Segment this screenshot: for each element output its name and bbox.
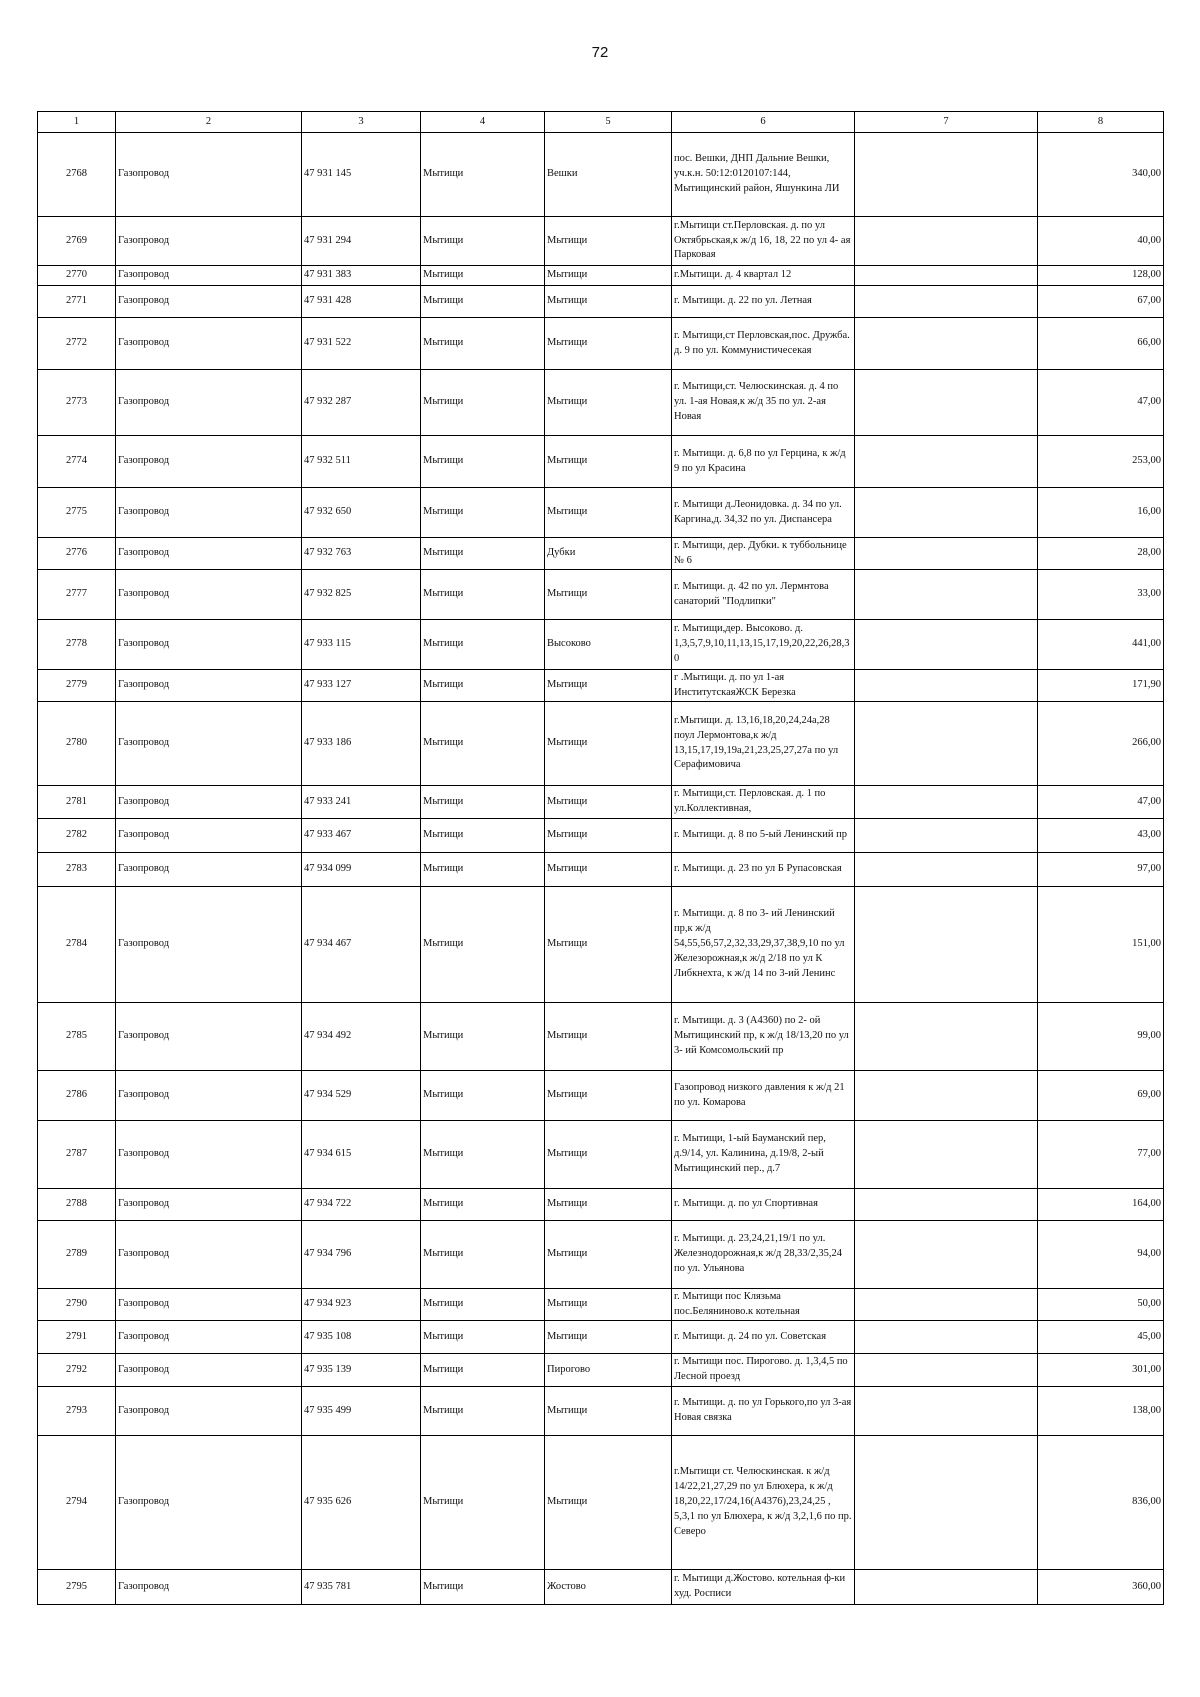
row-number: 2794	[38, 1436, 116, 1570]
object-code: 47 932 825	[302, 570, 421, 620]
row-number: 2774	[38, 436, 116, 488]
object-name: Газопровод	[116, 1436, 302, 1570]
object-name: Газопровод	[116, 286, 302, 318]
row-number: 2780	[38, 702, 116, 786]
locality: Мытищи	[545, 436, 672, 488]
address: г. Мытищи. д. 22 по ул. Летная	[672, 286, 855, 318]
column-header: 2	[116, 112, 302, 133]
row-number: 2787	[38, 1121, 116, 1189]
locality: Мытищи	[545, 1071, 672, 1121]
column-7-cell	[855, 1321, 1038, 1354]
length-value: 33,00	[1038, 570, 1164, 620]
length-value: 43,00	[1038, 819, 1164, 853]
object-name: Газопровод	[116, 887, 302, 1003]
length-value: 301,00	[1038, 1354, 1164, 1387]
row-number: 2795	[38, 1570, 116, 1605]
column-7-cell	[855, 1121, 1038, 1189]
column-7-cell	[855, 1354, 1038, 1387]
locality: Жостово	[545, 1570, 672, 1605]
locality: Мытищи	[545, 702, 672, 786]
object-code: 47 932 650	[302, 488, 421, 538]
address: г. Мытищи д.Леонидовка. д. 34 по ул. Каргина,д. 34,32 по ул. Диспансера	[672, 488, 855, 538]
locality: Мытищи	[545, 887, 672, 1003]
table-row	[38, 786, 1164, 819]
column-header: 8	[1038, 112, 1164, 133]
row-number: 2778	[38, 620, 116, 670]
column-7-cell	[855, 538, 1038, 570]
address: г. Мытищи,ст. Челюскинская. д. 4 по ул. 1-ая Новая,к ж/д 35 по ул. 2-ая Новая	[672, 370, 855, 436]
table-row	[38, 1221, 1164, 1289]
row-number: 2775	[38, 488, 116, 538]
city: Мытищи	[421, 1221, 545, 1289]
table-row	[38, 1189, 1164, 1221]
locality: Мытищи	[545, 1221, 672, 1289]
row-number: 2784	[38, 887, 116, 1003]
length-value: 171,90	[1038, 670, 1164, 702]
table-row	[38, 670, 1164, 702]
object-name: Газопровод	[116, 436, 302, 488]
address: г. Мытищи. д. 23,24,21,19/1 по ул. Железнодорожная,к ж/д 28,33/2,35,24 по ул. Ульянова	[672, 1221, 855, 1289]
length-value: 47,00	[1038, 786, 1164, 819]
object-code: 47 934 722	[302, 1189, 421, 1221]
object-code: 47 933 467	[302, 819, 421, 853]
locality: Мытищи	[545, 1387, 672, 1436]
object-code: 47 931 428	[302, 286, 421, 318]
row-number: 2793	[38, 1387, 116, 1436]
table-row	[38, 436, 1164, 488]
length-value: 40,00	[1038, 217, 1164, 266]
address: г.Мытищи ст.Перловская. д. по ул Октябрьская,к ж/д 16, 18, 22 по ул 4- ая Парковая	[672, 217, 855, 266]
table-row	[38, 370, 1164, 436]
row-number: 2779	[38, 670, 116, 702]
length-value: 151,00	[1038, 887, 1164, 1003]
object-code: 47 932 287	[302, 370, 421, 436]
object-name: Газопровод	[116, 133, 302, 217]
address: г. Мытищи. д. 42 по ул. Лермнтова санаторий "Подлипки"	[672, 570, 855, 620]
row-number: 2771	[38, 286, 116, 318]
object-code: 47 933 115	[302, 620, 421, 670]
length-value: 47,00	[1038, 370, 1164, 436]
address: г.Мытищи. д. 13,16,18,20,24,24а,28 поул Лермонтова,к ж/д 13,15,17,19,19а,21,23,25,27,27а по ул Серафимовича	[672, 702, 855, 786]
row-number: 2785	[38, 1003, 116, 1071]
object-code: 47 935 108	[302, 1321, 421, 1354]
address: г. Мытищи. д. 8 по 3- ий Ленинский пр,к ж/д 54,55,56,57,2,32,33,29,37,38,9,10 по ул Железорожная,к ж/д 2/18 по ул К Либкнехта, к ж/д 14 по 3-ий Ленинс	[672, 887, 855, 1003]
length-value: 836,00	[1038, 1436, 1164, 1570]
page-number: 72	[591, 44, 609, 61]
table-row	[38, 1121, 1164, 1189]
column-7-cell	[855, 702, 1038, 786]
address: г. Мытищи,ст. Перловская. д. 1 по ул.Коллективная,	[672, 786, 855, 819]
row-number: 2773	[38, 370, 116, 436]
address: г.Мытищи. д. 4 квартал 12	[672, 266, 855, 286]
locality: Высоково	[545, 620, 672, 670]
locality: Мытищи	[545, 786, 672, 819]
address: г.Мытищи ст. Челюскинская. к ж/д 14/22,21,27,29 по ул Блюхера, к ж/д 18,20,22,17/24,16(А4376),23,24,25 , 5,3,1 по ул Блюхера, к ж/д 3,2,1,6 по пр. Северо	[672, 1436, 855, 1570]
address: г. Мытищи. д. 6,8 по ул Герцина, к ж/д 9 по ул Красина	[672, 436, 855, 488]
object-name: Газопровод	[116, 1121, 302, 1189]
city: Мытищи	[421, 570, 545, 620]
column-7-cell	[855, 1071, 1038, 1121]
city: Мытищи	[421, 702, 545, 786]
city: Мытищи	[421, 670, 545, 702]
object-code: 47 931 294	[302, 217, 421, 266]
column-7-cell	[855, 786, 1038, 819]
table-row	[38, 318, 1164, 370]
object-name: Газопровод	[116, 217, 302, 266]
column-7-cell	[855, 570, 1038, 620]
row-number: 2769	[38, 217, 116, 266]
table-row	[38, 286, 1164, 318]
column-7-cell	[855, 488, 1038, 538]
length-value: 45,00	[1038, 1321, 1164, 1354]
column-7-cell	[855, 133, 1038, 217]
city: Мытищи	[421, 1003, 545, 1071]
address: г. Мытищи, 1-ый Бауманский пер, д.9/14, ул. Калинина, д.19/8, 2-ый Мытищинский пер., д.7	[672, 1121, 855, 1189]
row-number: 2783	[38, 853, 116, 887]
address: г. Мытищи. д. 24 по ул. Советская	[672, 1321, 855, 1354]
object-name: Газопровод	[116, 1003, 302, 1071]
column-7-cell	[855, 819, 1038, 853]
object-name: Газопровод	[116, 1221, 302, 1289]
row-number: 2772	[38, 318, 116, 370]
column-header: 1	[38, 112, 116, 133]
address: г. Мытищи,ст Перловская,пос. Дружба. д. 9 по ул. Коммунистичесекая	[672, 318, 855, 370]
object-name: Газопровод	[116, 1321, 302, 1354]
row-number: 2776	[38, 538, 116, 570]
address: г. Мытищи. д. по ул Спортивная	[672, 1189, 855, 1221]
table-row	[38, 1071, 1164, 1121]
locality: Мытищи	[545, 1003, 672, 1071]
address: г. Мытищи. д. 8 по 5-ый Ленинский пр	[672, 819, 855, 853]
city: Мытищи	[421, 1071, 545, 1121]
table-row	[38, 266, 1164, 286]
address: Газопровод низкого давления к ж/д 21 по ул. Комарова	[672, 1071, 855, 1121]
city: Мытищи	[421, 620, 545, 670]
address: г. Мытищи. д. 3 (А4360) по 2- ой Мытищинский пр, к ж/д 18/13,20 по ул 3- ий Комсомольский пр	[672, 1003, 855, 1071]
length-value: 50,00	[1038, 1289, 1164, 1321]
length-value: 128,00	[1038, 266, 1164, 286]
object-name: Газопровод	[116, 1570, 302, 1605]
table-row	[38, 853, 1164, 887]
object-code: 47 934 796	[302, 1221, 421, 1289]
object-code: 47 934 529	[302, 1071, 421, 1121]
column-7-cell	[855, 887, 1038, 1003]
object-code: 47 934 467	[302, 887, 421, 1003]
column-header: 6	[672, 112, 855, 133]
city: Мытищи	[421, 217, 545, 266]
object-name: Газопровод	[116, 620, 302, 670]
table-row	[38, 702, 1164, 786]
object-code: 47 933 241	[302, 786, 421, 819]
column-7-cell	[855, 1289, 1038, 1321]
locality: Мытищи	[545, 853, 672, 887]
object-name: Газопровод	[116, 538, 302, 570]
locality: Мытищи	[545, 1436, 672, 1570]
row-number: 2782	[38, 819, 116, 853]
locality: Мытищи	[545, 266, 672, 286]
length-value: 28,00	[1038, 538, 1164, 570]
city: Мытищи	[421, 1387, 545, 1436]
locality: Мытищи	[545, 1321, 672, 1354]
object-name: Газопровод	[116, 786, 302, 819]
address: г. Мытищи,дер. Высоково. д. 1,3,5,7,9,10,11,13,15,17,19,20,22,26,28,30	[672, 620, 855, 670]
city: Мытищи	[421, 819, 545, 853]
object-code: 47 934 099	[302, 853, 421, 887]
row-number: 2768	[38, 133, 116, 217]
object-name: Газопровод	[116, 702, 302, 786]
row-number: 2789	[38, 1221, 116, 1289]
locality: Мытищи	[545, 570, 672, 620]
table-row	[38, 488, 1164, 538]
row-number: 2792	[38, 1354, 116, 1387]
object-name: Газопровод	[116, 1189, 302, 1221]
locality: Мытищи	[545, 370, 672, 436]
table-row	[38, 1289, 1164, 1321]
row-number: 2770	[38, 266, 116, 286]
row-number: 2781	[38, 786, 116, 819]
object-name: Газопровод	[116, 488, 302, 538]
column-7-cell	[855, 436, 1038, 488]
address: г. Мытищи пос Клязьма пос.Беляниново.к котельная	[672, 1289, 855, 1321]
column-7-cell	[855, 1003, 1038, 1071]
object-name: Газопровод	[116, 1071, 302, 1121]
row-number: 2786	[38, 1071, 116, 1121]
length-value: 441,00	[1038, 620, 1164, 670]
city: Мытищи	[421, 1189, 545, 1221]
column-7-cell	[855, 286, 1038, 318]
column-7-cell	[855, 1189, 1038, 1221]
column-7-cell	[855, 1570, 1038, 1605]
object-name: Газопровод	[116, 1289, 302, 1321]
object-code: 47 932 511	[302, 436, 421, 488]
object-name: Газопровод	[116, 370, 302, 436]
table-row	[38, 887, 1164, 1003]
table-row	[38, 620, 1164, 670]
table-row	[38, 538, 1164, 570]
column-7-cell	[855, 370, 1038, 436]
city: Мытищи	[421, 853, 545, 887]
address: г. Мытищи, дер. Дубки. к туббольнице № 6	[672, 538, 855, 570]
column-7-cell	[855, 318, 1038, 370]
table-row	[38, 133, 1164, 217]
object-name: Газопровод	[116, 318, 302, 370]
object-name: Газопровод	[116, 266, 302, 286]
address: г. Мытищи. д. по ул Горького,по ул 3-ая Новая связка	[672, 1387, 855, 1436]
column-header: 7	[855, 112, 1038, 133]
column-7-cell	[855, 217, 1038, 266]
table-row	[38, 819, 1164, 853]
object-code: 47 935 781	[302, 1570, 421, 1605]
address: г. Мытищи д.Жостово. котельная ф-ки худ. Росписи	[672, 1570, 855, 1605]
object-code: 47 934 492	[302, 1003, 421, 1071]
city: Мытищи	[421, 266, 545, 286]
object-code: 47 933 127	[302, 670, 421, 702]
length-value: 266,00	[1038, 702, 1164, 786]
locality: Пирогово	[545, 1354, 672, 1387]
row-number: 2790	[38, 1289, 116, 1321]
length-value: 77,00	[1038, 1121, 1164, 1189]
table-row	[38, 217, 1164, 266]
city: Мытищи	[421, 786, 545, 819]
city: Мытищи	[421, 538, 545, 570]
locality: Мытищи	[545, 217, 672, 266]
object-name: Газопровод	[116, 670, 302, 702]
table-row	[38, 1570, 1164, 1605]
row-number: 2777	[38, 570, 116, 620]
table-body	[38, 133, 1164, 1605]
object-code: 47 934 615	[302, 1121, 421, 1189]
length-value: 138,00	[1038, 1387, 1164, 1436]
city: Мытищи	[421, 436, 545, 488]
city: Мытищи	[421, 133, 545, 217]
object-code: 47 933 186	[302, 702, 421, 786]
length-value: 67,00	[1038, 286, 1164, 318]
object-code: 47 935 139	[302, 1354, 421, 1387]
locality: Мытищи	[545, 318, 672, 370]
column-7-cell	[855, 670, 1038, 702]
column-header: 5	[545, 112, 672, 133]
city: Мытищи	[421, 488, 545, 538]
length-value: 164,00	[1038, 1189, 1164, 1221]
object-code: 47 931 383	[302, 266, 421, 286]
length-value: 360,00	[1038, 1570, 1164, 1605]
city: Мытищи	[421, 1289, 545, 1321]
length-value: 253,00	[1038, 436, 1164, 488]
object-code: 47 932 763	[302, 538, 421, 570]
column-header: 4	[421, 112, 545, 133]
address: г. Мытищи. д. 23 по ул Б Рупасовская	[672, 853, 855, 887]
city: Мытищи	[421, 1121, 545, 1189]
object-code: 47 931 522	[302, 318, 421, 370]
locality: Вешки	[545, 133, 672, 217]
registry-table	[37, 111, 1164, 1605]
table-row	[38, 570, 1164, 620]
city: Мытищи	[421, 286, 545, 318]
object-code: 47 931 145	[302, 133, 421, 217]
address: г .Мытищи. д. по ул 1-ая ИнститутскаяЖСК Березка	[672, 670, 855, 702]
locality: Мытищи	[545, 1189, 672, 1221]
length-value: 97,00	[1038, 853, 1164, 887]
locality: Мытищи	[545, 670, 672, 702]
locality: Мытищи	[545, 286, 672, 318]
length-value: 69,00	[1038, 1071, 1164, 1121]
column-7-cell	[855, 266, 1038, 286]
object-name: Газопровод	[116, 853, 302, 887]
table-row	[38, 1387, 1164, 1436]
city: Мытищи	[421, 887, 545, 1003]
table-row	[38, 1003, 1164, 1071]
object-name: Газопровод	[116, 1354, 302, 1387]
locality: Мытищи	[545, 1289, 672, 1321]
length-value: 66,00	[1038, 318, 1164, 370]
city: Мытищи	[421, 318, 545, 370]
column-7-cell	[855, 1436, 1038, 1570]
locality: Дубки	[545, 538, 672, 570]
city: Мытищи	[421, 1354, 545, 1387]
address: пос. Вешки, ДНП Дальние Вешки, уч.к.н. 50:12:0120107:144, Мытищинский район, Яшункина ЛИ	[672, 133, 855, 217]
row-number: 2791	[38, 1321, 116, 1354]
object-name: Газопровод	[116, 819, 302, 853]
object-name: Газопровод	[116, 570, 302, 620]
city: Мытищи	[421, 370, 545, 436]
city: Мытищи	[421, 1436, 545, 1570]
column-7-cell	[855, 1387, 1038, 1436]
length-value: 94,00	[1038, 1221, 1164, 1289]
table-row	[38, 1436, 1164, 1570]
object-code: 47 934 923	[302, 1289, 421, 1321]
length-value: 99,00	[1038, 1003, 1164, 1071]
header-row	[38, 112, 1164, 133]
column-7-cell	[855, 853, 1038, 887]
object-code: 47 935 499	[302, 1387, 421, 1436]
locality: Мытищи	[545, 488, 672, 538]
city: Мытищи	[421, 1321, 545, 1354]
object-code: 47 935 626	[302, 1436, 421, 1570]
row-number: 2788	[38, 1189, 116, 1221]
table-row	[38, 1321, 1164, 1354]
length-value: 16,00	[1038, 488, 1164, 538]
city: Мытищи	[421, 1570, 545, 1605]
column-7-cell	[855, 1221, 1038, 1289]
column-header: 3	[302, 112, 421, 133]
column-7-cell	[855, 620, 1038, 670]
length-value: 340,00	[1038, 133, 1164, 217]
object-name: Газопровод	[116, 1387, 302, 1436]
address: г. Мытищи пос. Пирогово. д. 1,3,4,5 по Лесной проезд	[672, 1354, 855, 1387]
locality: Мытищи	[545, 1121, 672, 1189]
locality: Мытищи	[545, 819, 672, 853]
table-row	[38, 1354, 1164, 1387]
